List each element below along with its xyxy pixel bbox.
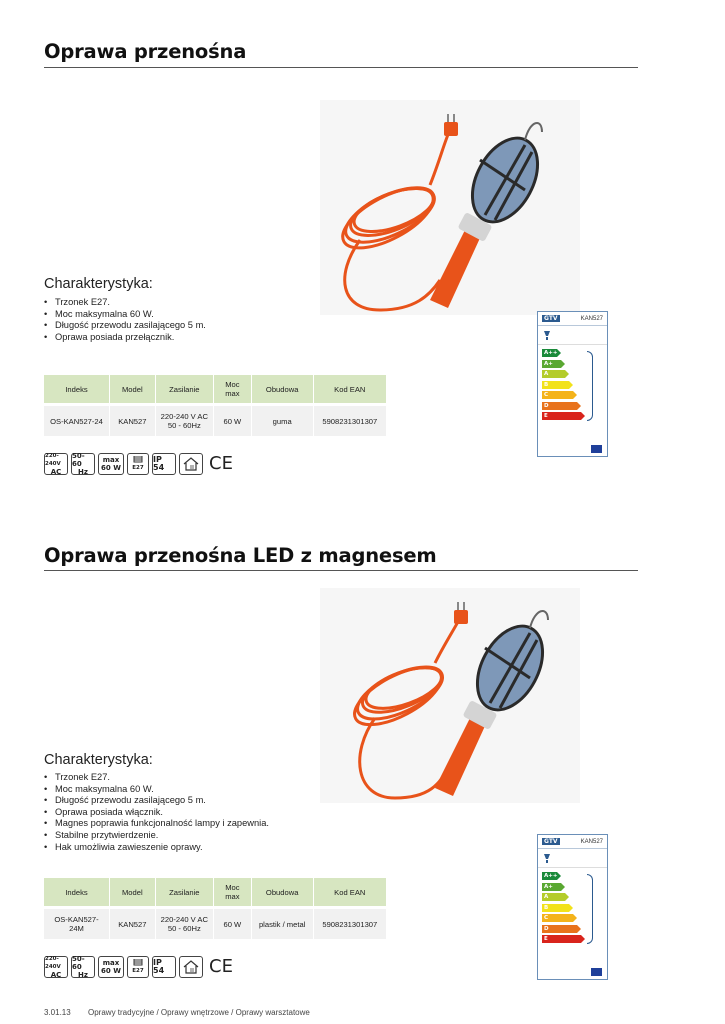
product-image xyxy=(320,100,580,315)
spec-table xyxy=(44,878,387,939)
cell-index: OS-KAN527-24M xyxy=(44,908,110,940)
icon-row xyxy=(44,956,236,978)
class-d-bar: D xyxy=(542,925,577,933)
power-label: max xyxy=(102,456,120,464)
frequency-unit: Hz xyxy=(78,971,88,979)
power-label: max xyxy=(102,959,120,967)
eu-flag-icon xyxy=(591,445,602,453)
lamp-icon xyxy=(542,852,552,864)
ce-mark-icon: CE xyxy=(209,453,233,474)
lamp-icon xyxy=(542,329,552,341)
cell-housing: guma xyxy=(251,405,313,437)
socket-icon xyxy=(127,453,149,475)
energy-label-model: KAN527 xyxy=(580,315,603,322)
col-housing: Obudowa xyxy=(251,375,313,405)
socket-icon xyxy=(127,956,149,978)
section-title: Oprawa przenośna xyxy=(44,40,247,63)
list-item: • Moc maksymalna 60 W. xyxy=(44,784,269,796)
cell-model: KAN527 xyxy=(110,908,156,940)
table-header-row xyxy=(44,878,387,908)
voltage-value: 220-240V xyxy=(45,956,61,970)
frequency-value: 50-60 xyxy=(72,452,85,468)
ce-mark-icon: CE xyxy=(209,956,233,977)
class-c-bar: C xyxy=(542,914,573,922)
feature-list xyxy=(44,772,269,853)
breadcrumb: Oprawy tradycyjne / Oprawy wnętrzowe / Oprawy warsztatowe xyxy=(88,1008,310,1017)
list-item: • Stabilne przytwierdzenie. xyxy=(44,830,269,842)
col-max-power: Moc max xyxy=(213,878,251,908)
class-b-bar: B xyxy=(542,904,569,912)
list-item: • Długość przewodu zasilającego 5 m. xyxy=(44,320,206,332)
brand-logo: GTV xyxy=(544,838,558,845)
cell-housing: plastik / metal xyxy=(251,908,313,940)
cell-model: KAN527 xyxy=(110,405,156,437)
section-title: Oprawa przenośna LED z magnesem xyxy=(44,544,437,567)
cell-max-power: 60 W xyxy=(213,405,251,437)
col-power-supply: Zasilanie xyxy=(155,375,213,405)
list-item: • Długość przewodu zasilającego 5 m. xyxy=(44,795,269,807)
class-e-bar: E xyxy=(542,412,581,420)
col-model: Model xyxy=(110,375,156,405)
title-divider xyxy=(44,67,638,68)
list-item: • Oprawa posiada przełącznik. xyxy=(44,332,206,344)
lamp-compatibility-row xyxy=(538,849,607,868)
icon-row xyxy=(44,453,236,475)
class-ap-bar: A+ xyxy=(542,360,561,368)
energy-scale xyxy=(538,345,607,420)
cell-power-supply: 220-240 V AC 50 - 60Hz xyxy=(155,405,213,437)
energy-scale xyxy=(538,868,607,943)
cell-ean: 5908231301307 xyxy=(313,908,386,940)
lamp-compatibility-row xyxy=(538,326,607,345)
cell-ean: 5908231301307 xyxy=(313,405,386,437)
energy-label-header xyxy=(538,312,607,326)
socket-label: E27 xyxy=(132,465,144,471)
col-ean: Kod EAN xyxy=(313,878,386,908)
voltage-icon xyxy=(44,956,68,978)
ip-rating-icon: IP 54 xyxy=(152,956,176,978)
class-app-bar: A++ xyxy=(544,350,558,356)
col-max-power: Moc max xyxy=(213,375,251,405)
socket-label: E27 xyxy=(132,968,144,974)
table-row xyxy=(44,405,387,437)
table-row xyxy=(44,908,387,940)
list-item: • Trzonek E27. xyxy=(44,772,269,784)
bulb-base-icon xyxy=(133,456,143,464)
bulb-base-icon xyxy=(133,959,143,967)
power-value: 60 W xyxy=(101,464,121,472)
feature-list xyxy=(44,297,206,343)
indoor-use-icon xyxy=(179,956,203,978)
class-range-bracket xyxy=(587,351,593,421)
col-index: Indeks xyxy=(44,878,110,908)
characteristics-heading: Charakterystyka: xyxy=(44,752,153,768)
spec-table xyxy=(44,375,387,436)
list-item: • Trzonek E27. xyxy=(44,297,206,309)
ip-rating-icon: IP 54 xyxy=(152,453,176,475)
power-icon xyxy=(98,956,124,978)
class-ap-bar: A+ xyxy=(542,883,561,891)
eu-flag-icon xyxy=(591,968,602,976)
class-c-bar: C xyxy=(542,391,573,399)
frequency-icon xyxy=(71,956,95,978)
list-item: • Oprawa posiada włącznik. xyxy=(44,807,269,819)
class-d-bar: D xyxy=(542,402,577,410)
power-value: 60 W xyxy=(101,967,121,975)
class-e-bar: E xyxy=(542,935,581,943)
class-a-bar: A xyxy=(542,893,565,901)
col-model: Model xyxy=(110,878,156,908)
power-icon xyxy=(98,453,124,475)
frequency-unit: Hz xyxy=(78,468,88,476)
col-index: Indeks xyxy=(44,375,110,405)
energy-label-header xyxy=(538,835,607,849)
list-item: • Hak umożliwia zawieszenie oprawy. xyxy=(44,842,269,854)
indoor-use-icon xyxy=(179,453,203,475)
characteristics-heading: Charakterystyka: xyxy=(44,276,153,292)
list-item: • Magnes poprawia funkcjonalność lampy i zapewnia. xyxy=(44,818,269,830)
col-power-supply: Zasilanie xyxy=(155,878,213,908)
product-image xyxy=(320,588,580,803)
col-ean: Kod EAN xyxy=(313,375,386,405)
cell-max-power: 60 W xyxy=(213,908,251,940)
class-app-bar: A++ xyxy=(544,873,558,879)
class-b-bar: B xyxy=(542,381,569,389)
voltage-value: 220-240V xyxy=(45,453,61,467)
class-a-bar: A xyxy=(542,370,565,378)
list-item: • Moc maksymalna 60 W. xyxy=(44,309,206,321)
cell-power-supply: 220-240 V AC 50 - 60Hz xyxy=(155,908,213,940)
voltage-type: AC xyxy=(50,971,62,979)
cell-index: OS-KAN527-24 xyxy=(44,405,110,437)
col-housing: Obudowa xyxy=(251,878,313,908)
frequency-value: 50-60 xyxy=(72,955,85,971)
energy-label xyxy=(537,311,608,457)
class-range-bracket xyxy=(587,874,593,944)
energy-label-model: KAN527 xyxy=(580,838,603,845)
frequency-icon xyxy=(71,453,95,475)
voltage-type: AC xyxy=(50,468,62,476)
page-number: 3.01.13 xyxy=(44,1008,71,1017)
title-divider xyxy=(44,570,638,571)
brand-logo: GTV xyxy=(544,315,558,322)
voltage-icon xyxy=(44,453,68,475)
table-header-row xyxy=(44,375,387,405)
energy-label xyxy=(537,834,608,980)
